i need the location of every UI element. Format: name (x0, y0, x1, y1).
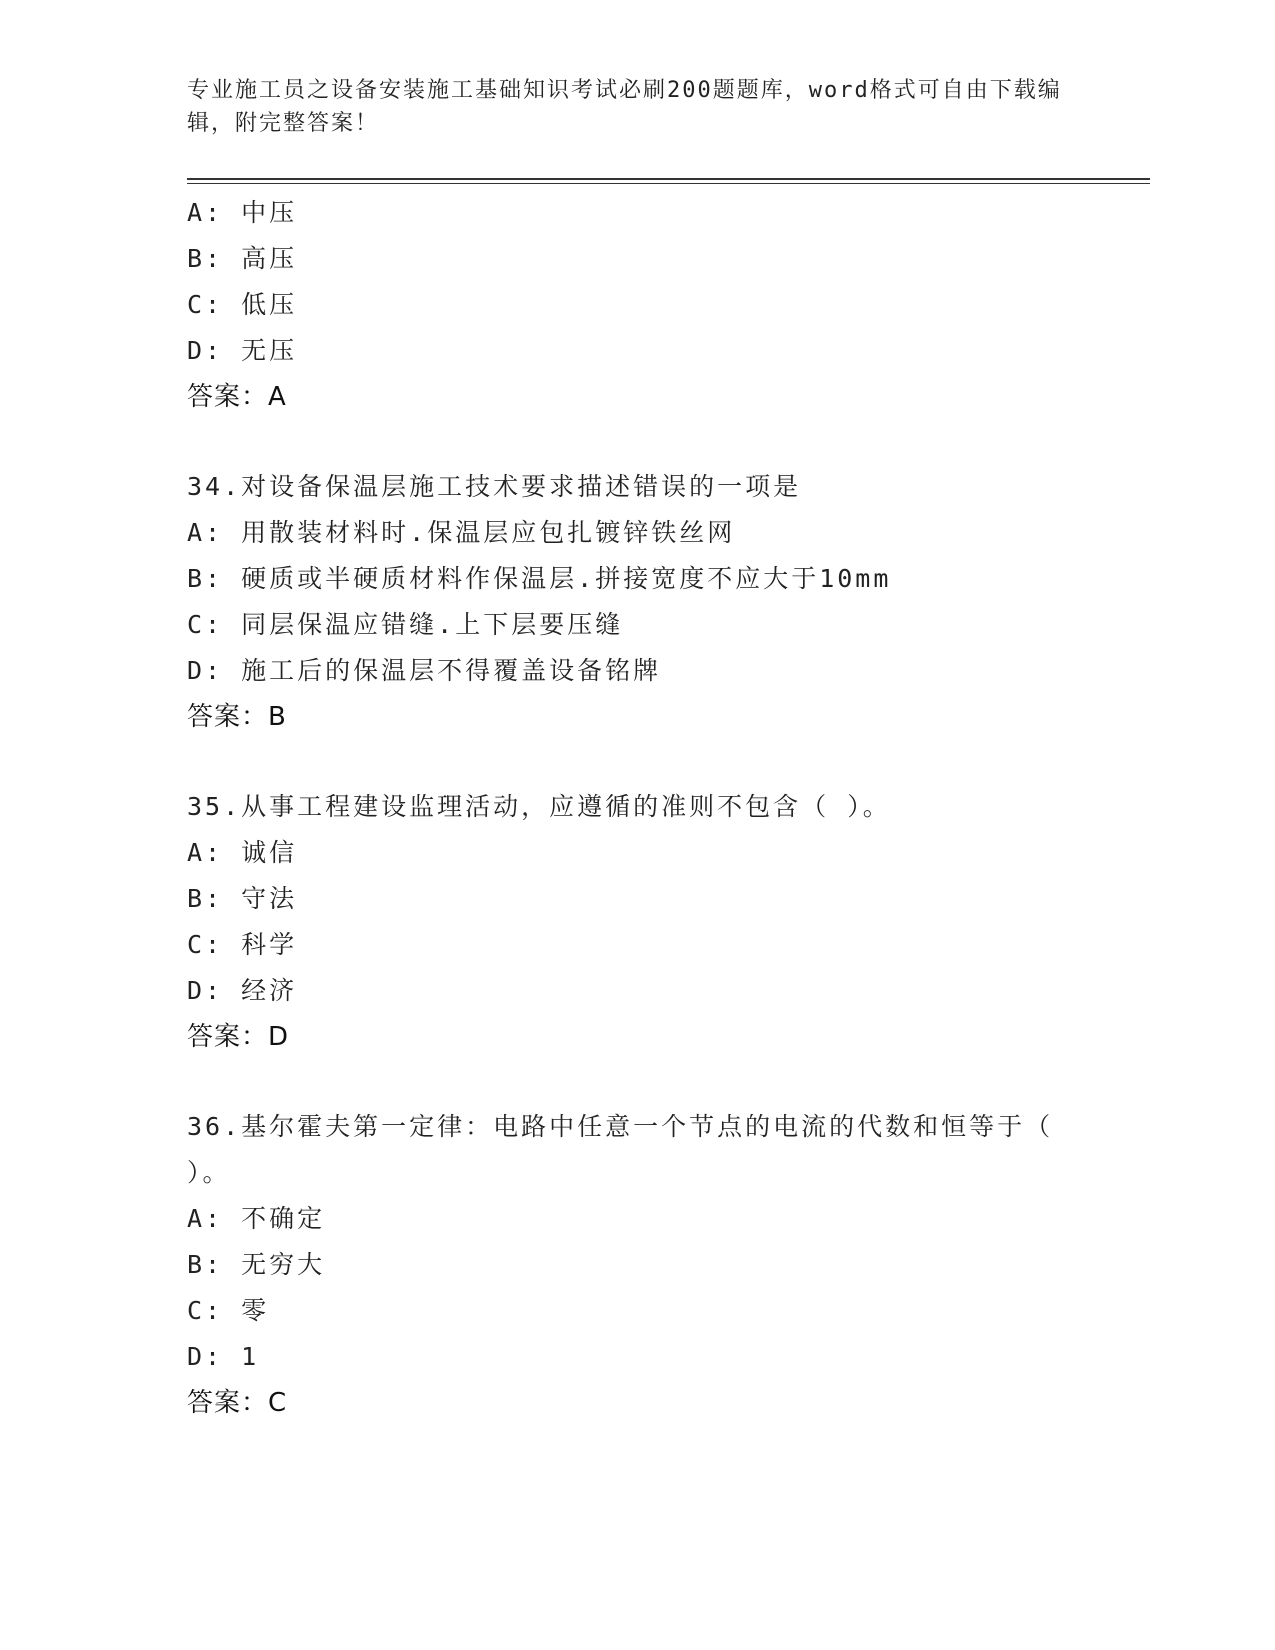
option-d: D: 1 (187, 1342, 260, 1371)
option-a: A: 诚信 (187, 838, 298, 867)
option-c: C: 零 (187, 1296, 270, 1325)
question-block-34 (187, 464, 1087, 740)
document-header: 专业施工员之设备安装施工基础知识考试必刷200题题库，word格式可自由下载编辑，附完整答案！ (187, 78, 1062, 136)
option-b: B: 硬质或半硬质材料作保温层.拼接宽度不应大于10mm (187, 564, 892, 593)
answer-line: 答案：A (187, 382, 287, 412)
option-a: A: 中压 (187, 198, 298, 227)
option-b: B: 守法 (187, 884, 298, 913)
option-b: B: 高压 (187, 244, 298, 273)
question-stem: 36.基尔霍夫第一定律：电路中任意一个节点的电流的代数和恒等于（ ）。 (187, 1112, 1054, 1187)
option-d: D: 施工后的保温层不得覆盖设备铭牌 (187, 656, 662, 685)
option-c: C: 低压 (187, 290, 298, 319)
option-c: C: 科学 (187, 930, 298, 959)
question-list (187, 190, 1087, 1426)
answer-line: 答案：D (187, 1022, 290, 1052)
question-block-36 (187, 1104, 1087, 1426)
question-block-35 (187, 784, 1087, 1060)
option-d: D: 无压 (187, 336, 298, 365)
answer-line: 答案：B (187, 702, 287, 732)
option-a: A: 不确定 (187, 1204, 326, 1233)
spacer (187, 740, 1087, 784)
spacer (187, 420, 1087, 464)
header-divider-thick (187, 178, 1150, 180)
spacer (187, 1060, 1087, 1104)
option-a: A: 用散装材料时.保温层应包扎镀锌铁丝网 (187, 518, 736, 547)
header-divider-thin (187, 183, 1150, 184)
option-c: C: 同层保温应错缝.上下层要压缝 (187, 610, 624, 639)
answer-line: 答案：C (187, 1388, 288, 1418)
question-stem: 34.对设备保温层施工技术要求描述错误的一项是 (187, 472, 802, 501)
question-stem: 35.从事工程建设监理活动，应遵循的准则不包含（ ）。 (187, 792, 891, 821)
option-d: D: 经济 (187, 976, 298, 1005)
option-b: B: 无穷大 (187, 1250, 326, 1279)
question-block-33 (187, 190, 1087, 420)
